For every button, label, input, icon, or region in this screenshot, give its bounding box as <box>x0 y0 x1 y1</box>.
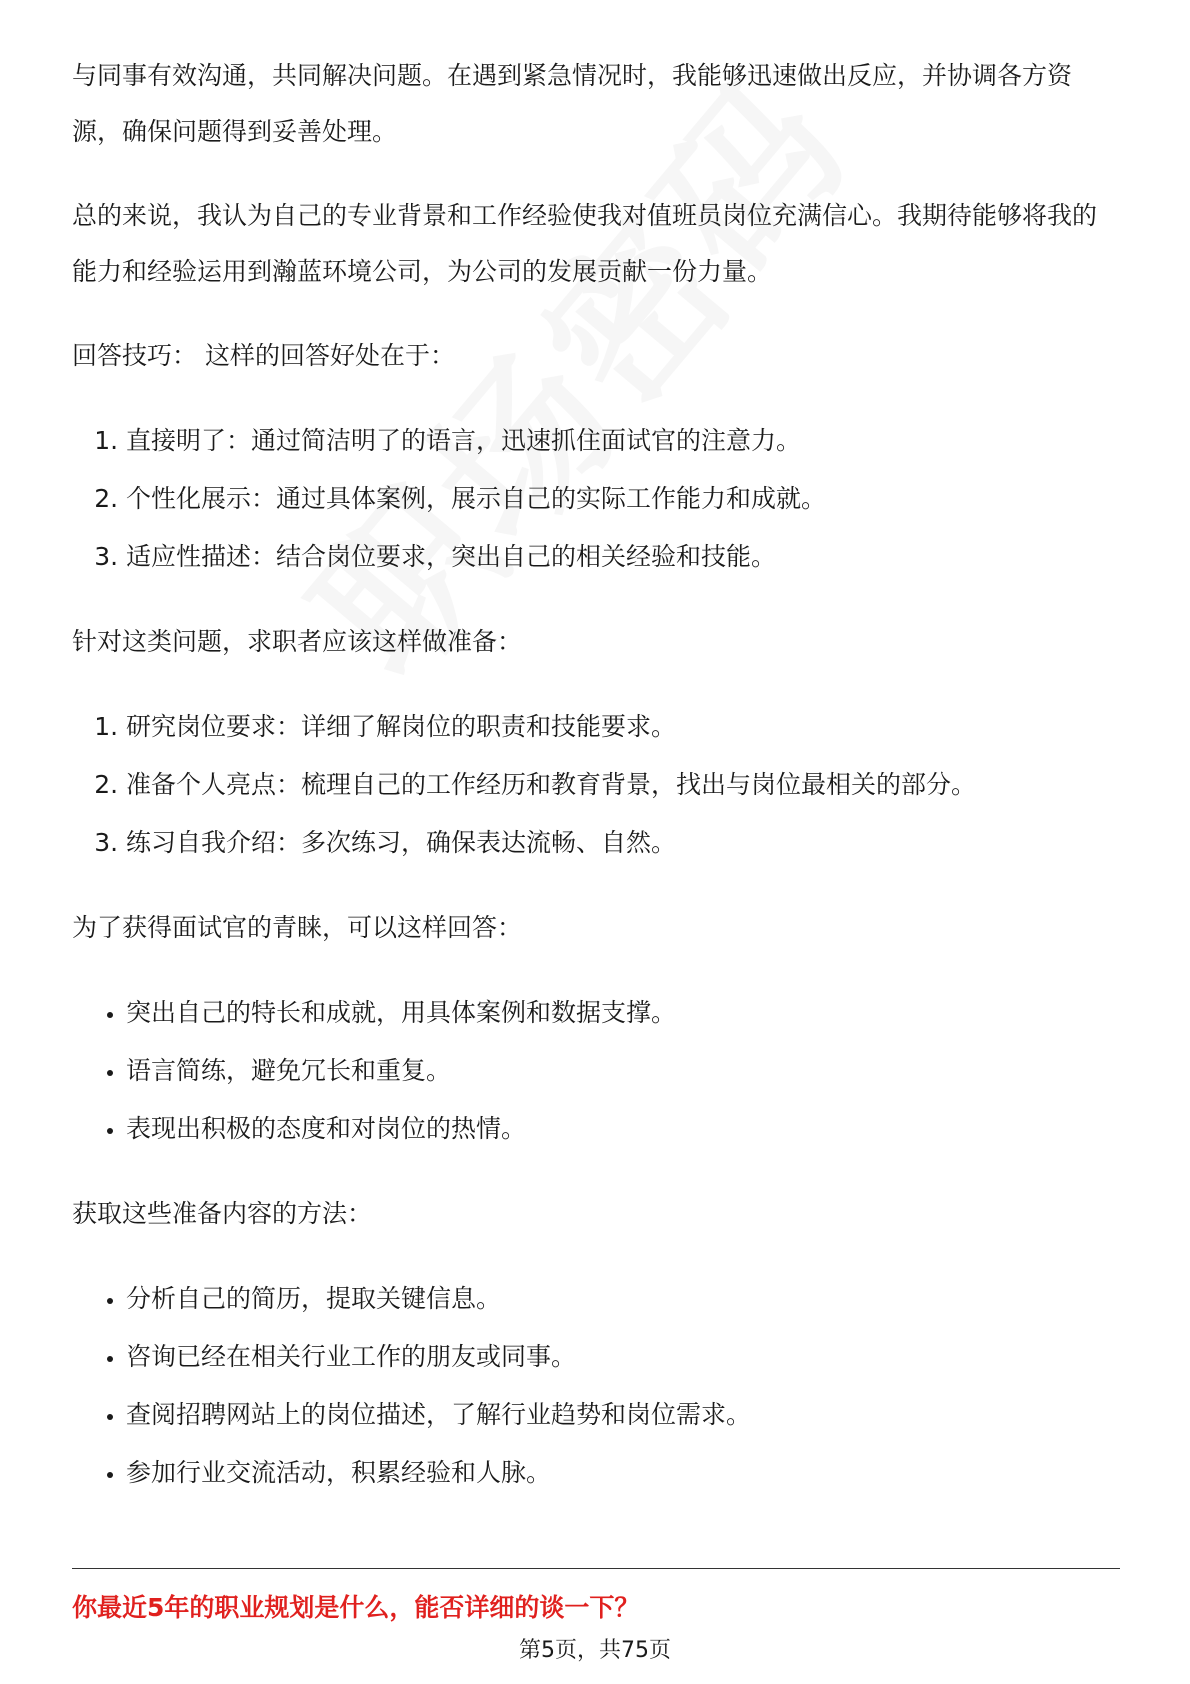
list-item: • 表现出积极的态度和对岗位的热情。 <box>126 1100 1120 1158</box>
methods-list <box>72 1270 1120 1502</box>
tips-list <box>72 412 1120 586</box>
page-content <box>72 48 1120 1530</box>
list-item: • 查阅招聘网站上的岗位描述，了解行业趋势和岗位需求。 <box>126 1386 1120 1444</box>
paragraph-teamwork: 与同事有效沟通，共同解决问题。在遇到紧急情况时，我能够迅速做出反应，并协调各方资源，确保问题得到妥善处理。 <box>72 61 1073 146</box>
list-item: 2. 准备个人亮点：梳理自己的工作经历和教育背景，找出与岗位最相关的部分。 <box>126 756 1120 814</box>
list-item: 2. 个性化展示：通过具体案例，展示自己的实际工作能力和成就。 <box>126 470 1120 528</box>
list-item: • 咨询已经在相关行业工作的朋友或同事。 <box>126 1328 1120 1386</box>
page-number: 第5页，共75页 <box>519 1638 671 1663</box>
list-item: 1. 直接明了：通过简洁明了的语言，迅速抓住面试官的注意力。 <box>126 412 1120 470</box>
list-item: • 语言简练，避免冗长和重复。 <box>126 1042 1120 1100</box>
list-item: • 突出自己的特长和成就，用具体案例和数据支撑。 <box>126 984 1120 1042</box>
prepare-heading: 针对这类问题，求职者应该这样做准备： <box>72 627 523 656</box>
list-item: 3. 适应性描述：结合岗位要求，突出自己的相关经验和技能。 <box>126 528 1120 586</box>
prepare-list <box>72 698 1120 872</box>
footer-divider <box>72 1568 1120 1569</box>
next-question-heading: 你最近5年的职业规划是什么，能否详细的谈一下？ <box>72 1593 640 1622</box>
list-item: 3. 练习自我介绍：多次练习，确保表达流畅、自然。 <box>126 814 1120 872</box>
paragraph-summary: 总的来说，我认为自己的专业背景和工作经验使我对值班员岗位充满信心。我期待能够将我的能力和经验运用到瀚蓝环境公司，为公司的发展贡献一份力量。 <box>72 201 1098 286</box>
favor-list <box>72 984 1120 1158</box>
favor-heading: 为了获得面试官的青睐，可以这样回答： <box>72 913 523 942</box>
methods-heading: 获取这些准备内容的方法： <box>72 1199 373 1228</box>
list-item: 1. 研究岗位要求：详细了解岗位的职责和技能要求。 <box>126 698 1120 756</box>
list-item: • 分析自己的简历，提取关键信息。 <box>126 1270 1120 1328</box>
tips-heading: 回答技巧： 这样的回答好处在于： <box>72 341 455 370</box>
list-item: • 参加行业交流活动，积累经验和人脉。 <box>126 1444 1120 1502</box>
